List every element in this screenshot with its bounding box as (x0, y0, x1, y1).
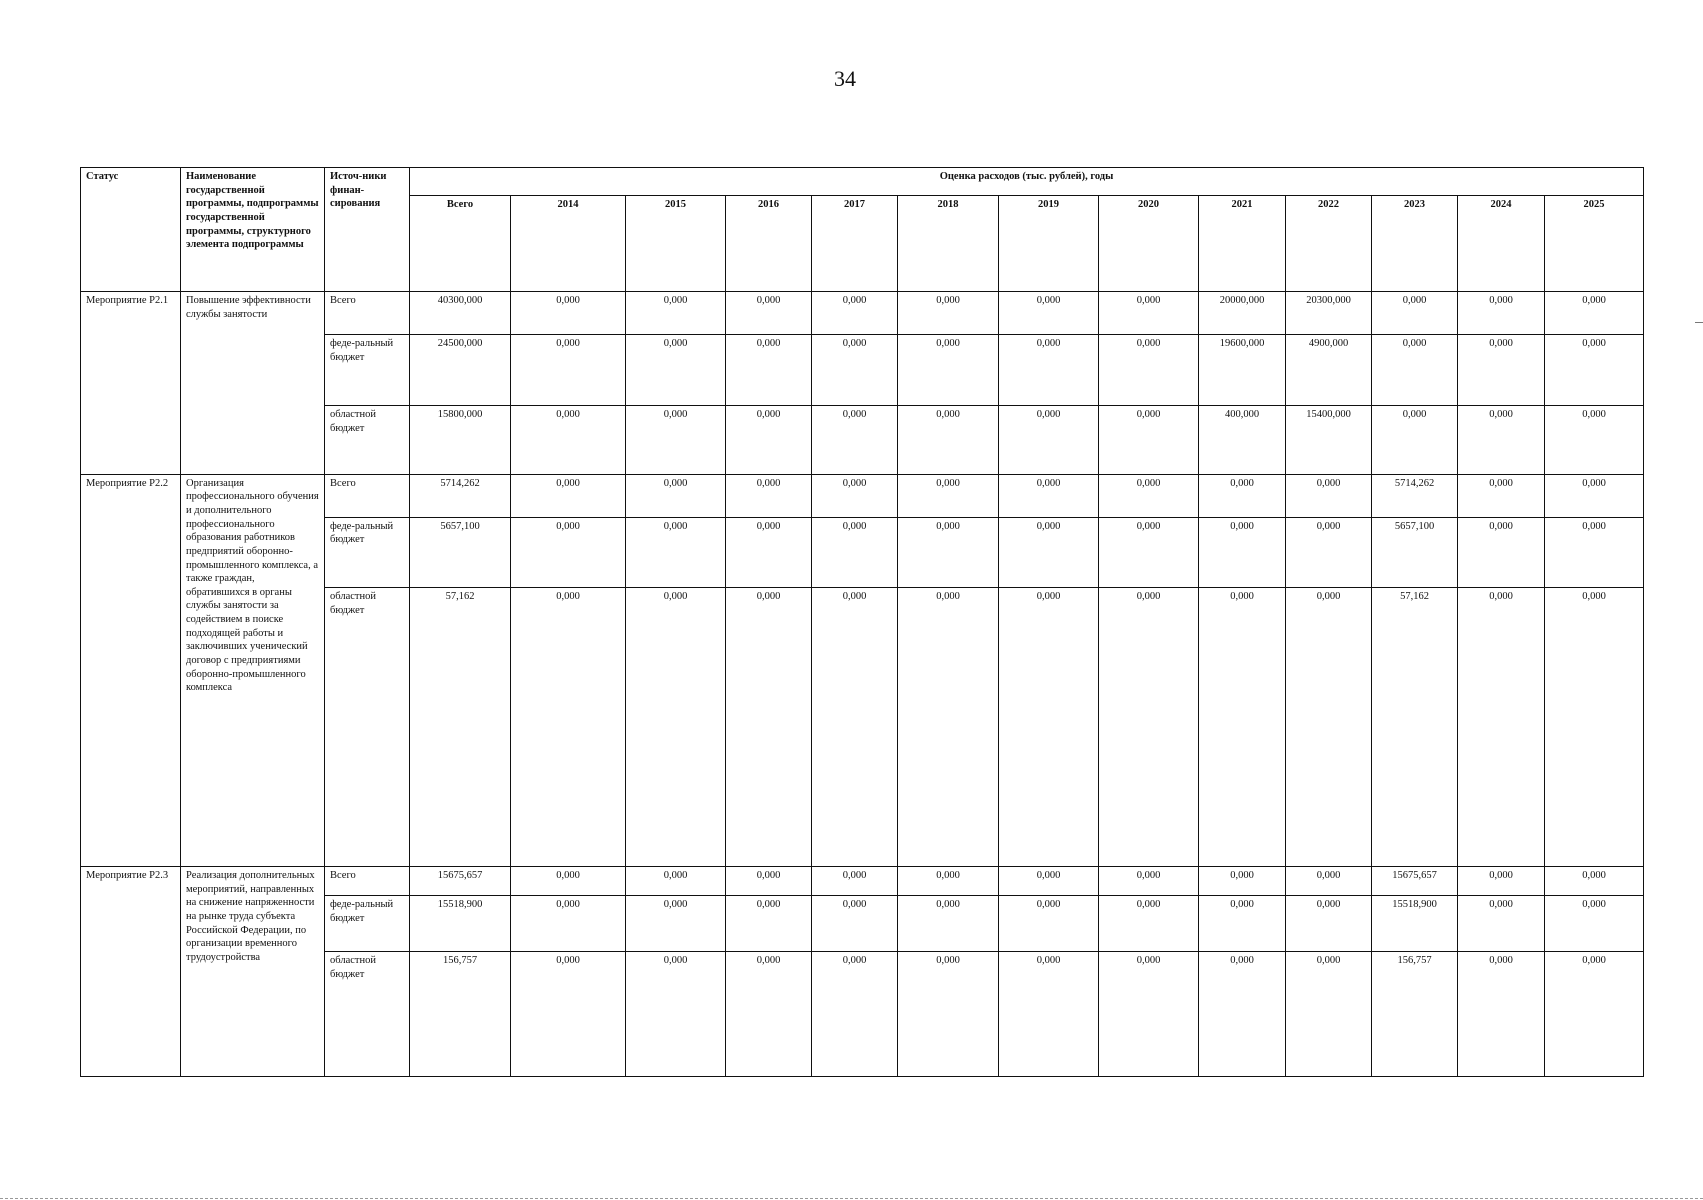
header-col-2018: 2018 (898, 196, 999, 292)
cell-value: 0,000 (626, 952, 726, 1077)
cell-funding-source: Всего (325, 867, 410, 896)
cell-value: 0,000 (812, 292, 898, 335)
cell-value: 0,000 (999, 896, 1099, 952)
header-name: Наименование государственной программы, подпрограммы государственной программы, структурного элемента подпрограммы (181, 168, 325, 292)
cell-value: 15518,900 (410, 896, 511, 952)
cell-value: 0,000 (626, 588, 726, 867)
cell-value: 5657,100 (1372, 517, 1458, 587)
header-col-2021: 2021 (1199, 196, 1286, 292)
cell-value: 0,000 (999, 867, 1099, 896)
cell-value: 0,000 (626, 867, 726, 896)
cell-value: 5714,262 (1372, 474, 1458, 517)
cell-value: 0,000 (999, 335, 1099, 406)
cell-value: 0,000 (1545, 952, 1644, 1077)
cell-value: 15400,000 (1286, 406, 1372, 474)
cell-value: 0,000 (511, 517, 626, 587)
table-row (81, 867, 1644, 896)
cell-value: 0,000 (626, 406, 726, 474)
cell-value: 0,000 (511, 588, 626, 867)
cell-value: 24500,000 (410, 335, 511, 406)
cell-value: 0,000 (1545, 896, 1644, 952)
header-col-2024: 2024 (1458, 196, 1545, 292)
cell-value: 0,000 (1099, 896, 1199, 952)
cell-value: 0,000 (1458, 406, 1545, 474)
cell-value: 0,000 (1099, 292, 1199, 335)
cell-value: 0,000 (812, 335, 898, 406)
cell-value: 156,757 (410, 952, 511, 1077)
cell-value: 0,000 (999, 406, 1099, 474)
cell-value: 0,000 (1199, 474, 1286, 517)
cell-value: 0,000 (999, 474, 1099, 517)
cell-value: 0,000 (999, 517, 1099, 587)
table-row (81, 474, 1644, 517)
cell-value: 0,000 (1545, 406, 1644, 474)
cell-value: 0,000 (1099, 588, 1199, 867)
cell-value: 0,000 (511, 867, 626, 896)
cell-value: 0,000 (898, 292, 999, 335)
cell-value: 0,000 (999, 588, 1099, 867)
cell-value: 15518,900 (1372, 896, 1458, 952)
cell-value: 57,162 (410, 588, 511, 867)
header-col-2025: 2025 (1545, 196, 1644, 292)
page-bottom-edge (0, 1198, 1703, 1199)
cell-funding-source: феде-ральный бюджет (325, 517, 410, 587)
header-col-2022: 2022 (1286, 196, 1372, 292)
cell-value: 0,000 (1372, 406, 1458, 474)
cell-value: 0,000 (1286, 588, 1372, 867)
cell-value: 0,000 (999, 292, 1099, 335)
cell-value: 0,000 (1099, 867, 1199, 896)
cell-value: 400,000 (1199, 406, 1286, 474)
cell-value: 5657,100 (410, 517, 511, 587)
cell-value: 0,000 (726, 952, 812, 1077)
cell-value: 0,000 (999, 952, 1099, 1077)
cell-value: 5714,262 (410, 474, 511, 517)
header-col-2014: 2014 (511, 196, 626, 292)
cell-value: 0,000 (726, 292, 812, 335)
cell-funding-source: областной бюджет (325, 406, 410, 474)
cell-value: 0,000 (812, 896, 898, 952)
cell-value: 0,000 (626, 896, 726, 952)
cell-value: 0,000 (1099, 474, 1199, 517)
cell-value: 0,000 (1372, 335, 1458, 406)
cell-status: Мероприятие Р2.2 (81, 474, 181, 866)
cell-value: 15675,657 (410, 867, 511, 896)
cell-value: 0,000 (898, 517, 999, 587)
cell-value: 0,000 (511, 406, 626, 474)
cell-value: 0,000 (1199, 867, 1286, 896)
cell-value: 19600,000 (1199, 335, 1286, 406)
cell-value: 0,000 (511, 474, 626, 517)
cell-value: 0,000 (1545, 292, 1644, 335)
header-col-2016: 2016 (726, 196, 812, 292)
cell-value: 0,000 (1199, 952, 1286, 1077)
cell-value: 0,000 (1458, 896, 1545, 952)
cell-value: 0,000 (1372, 292, 1458, 335)
header-col-2019: 2019 (999, 196, 1099, 292)
cell-value: 0,000 (626, 517, 726, 587)
cell-value: 0,000 (1458, 474, 1545, 517)
cell-value: 0,000 (812, 952, 898, 1077)
page-number: 34 (834, 66, 856, 91)
cell-funding-source: областной бюджет (325, 588, 410, 867)
cell-value: 0,000 (812, 517, 898, 587)
header-col-2020: 2020 (1099, 196, 1199, 292)
header-col-2023: 2023 (1372, 196, 1458, 292)
cell-value: 0,000 (726, 867, 812, 896)
budget-table (80, 167, 1644, 1077)
header-expenses-group: Оценка расходов (тыс. рублей), годы (410, 168, 1644, 196)
cell-value: 0,000 (511, 335, 626, 406)
cell-value: 57,162 (1372, 588, 1458, 867)
cell-program-name: Повышение эффективности службы занятости (181, 292, 325, 475)
cell-status: Мероприятие Р2.1 (81, 292, 181, 475)
cell-value: 0,000 (898, 588, 999, 867)
margin-mark (1695, 322, 1703, 323)
cell-value: 0,000 (726, 406, 812, 474)
cell-value: 0,000 (511, 952, 626, 1077)
cell-funding-source: областной бюджет (325, 952, 410, 1077)
cell-value: 0,000 (1199, 896, 1286, 952)
cell-value: 0,000 (511, 896, 626, 952)
header-col-2017: 2017 (812, 196, 898, 292)
cell-funding-source: феде-ральный бюджет (325, 335, 410, 406)
cell-value: 15800,000 (410, 406, 511, 474)
cell-value: 156,757 (1372, 952, 1458, 1077)
cell-value: 0,000 (1099, 952, 1199, 1077)
cell-program-name: Организация профессионального обучения и дополнительного профессионального образования работников предприятий оборонно-промышленного комплекса, а также граждан, обратившихся в органы службы занятости за содействием в поиске подходящей работы и заключивших ученический договор с предприятиями оборонно-промышленного комплекса (181, 474, 325, 866)
table-body (81, 292, 1644, 1077)
cell-value: 0,000 (726, 517, 812, 587)
cell-value: 0,000 (1458, 867, 1545, 896)
cell-value: 20300,000 (1286, 292, 1372, 335)
cell-value: 0,000 (812, 867, 898, 896)
cell-value: 0,000 (898, 867, 999, 896)
cell-funding-source: Всего (325, 292, 410, 335)
cell-value: 0,000 (1458, 335, 1545, 406)
header-col-2015: 2015 (626, 196, 726, 292)
cell-value: 0,000 (1286, 867, 1372, 896)
cell-value: 0,000 (726, 896, 812, 952)
cell-value: 0,000 (1099, 335, 1199, 406)
cell-value: 0,000 (1458, 588, 1545, 867)
cell-value: 0,000 (726, 335, 812, 406)
cell-value: 0,000 (626, 335, 726, 406)
cell-value: 0,000 (898, 896, 999, 952)
cell-value: 0,000 (898, 952, 999, 1077)
cell-value: 4900,000 (1286, 335, 1372, 406)
cell-value: 15675,657 (1372, 867, 1458, 896)
cell-value: 0,000 (898, 406, 999, 474)
cell-value: 0,000 (1545, 474, 1644, 517)
cell-value: 0,000 (1199, 517, 1286, 587)
cell-funding-source: Всего (325, 474, 410, 517)
cell-value: 0,000 (726, 588, 812, 867)
cell-value: 0,000 (1545, 588, 1644, 867)
cell-value: 0,000 (1286, 952, 1372, 1077)
cell-value: 0,000 (511, 292, 626, 335)
cell-value: 0,000 (1458, 952, 1545, 1077)
cell-value: 0,000 (726, 474, 812, 517)
cell-value: 0,000 (1545, 867, 1644, 896)
header-col-total: Всего (410, 196, 511, 292)
cell-value: 40300,000 (410, 292, 511, 335)
cell-value: 0,000 (1545, 335, 1644, 406)
table-row (81, 292, 1644, 335)
cell-value: 0,000 (1286, 517, 1372, 587)
cell-value: 0,000 (812, 588, 898, 867)
cell-program-name: Реализация дополнительных мероприятий, направленных на снижение напряженности на рынке труда субъекта Российской Федерации, по организации временного трудоустройства (181, 867, 325, 1077)
cell-value: 0,000 (812, 406, 898, 474)
header-source: Источ-ники финан-сирования (325, 168, 410, 292)
cell-value: 0,000 (1545, 517, 1644, 587)
cell-value: 0,000 (1458, 292, 1545, 335)
cell-value: 0,000 (1099, 406, 1199, 474)
cell-value: 0,000 (1458, 517, 1545, 587)
cell-status: Мероприятие Р2.3 (81, 867, 181, 1077)
cell-value: 0,000 (1286, 474, 1372, 517)
header-status: Статус (81, 168, 181, 292)
cell-value: 0,000 (626, 292, 726, 335)
cell-value: 0,000 (898, 474, 999, 517)
cell-value: 0,000 (812, 474, 898, 517)
cell-value: 0,000 (1199, 588, 1286, 867)
cell-value: 0,000 (1286, 896, 1372, 952)
cell-funding-source: феде-ральный бюджет (325, 896, 410, 952)
cell-value: 0,000 (1099, 517, 1199, 587)
cell-value: 0,000 (626, 474, 726, 517)
cell-value: 20000,000 (1199, 292, 1286, 335)
cell-value: 0,000 (898, 335, 999, 406)
